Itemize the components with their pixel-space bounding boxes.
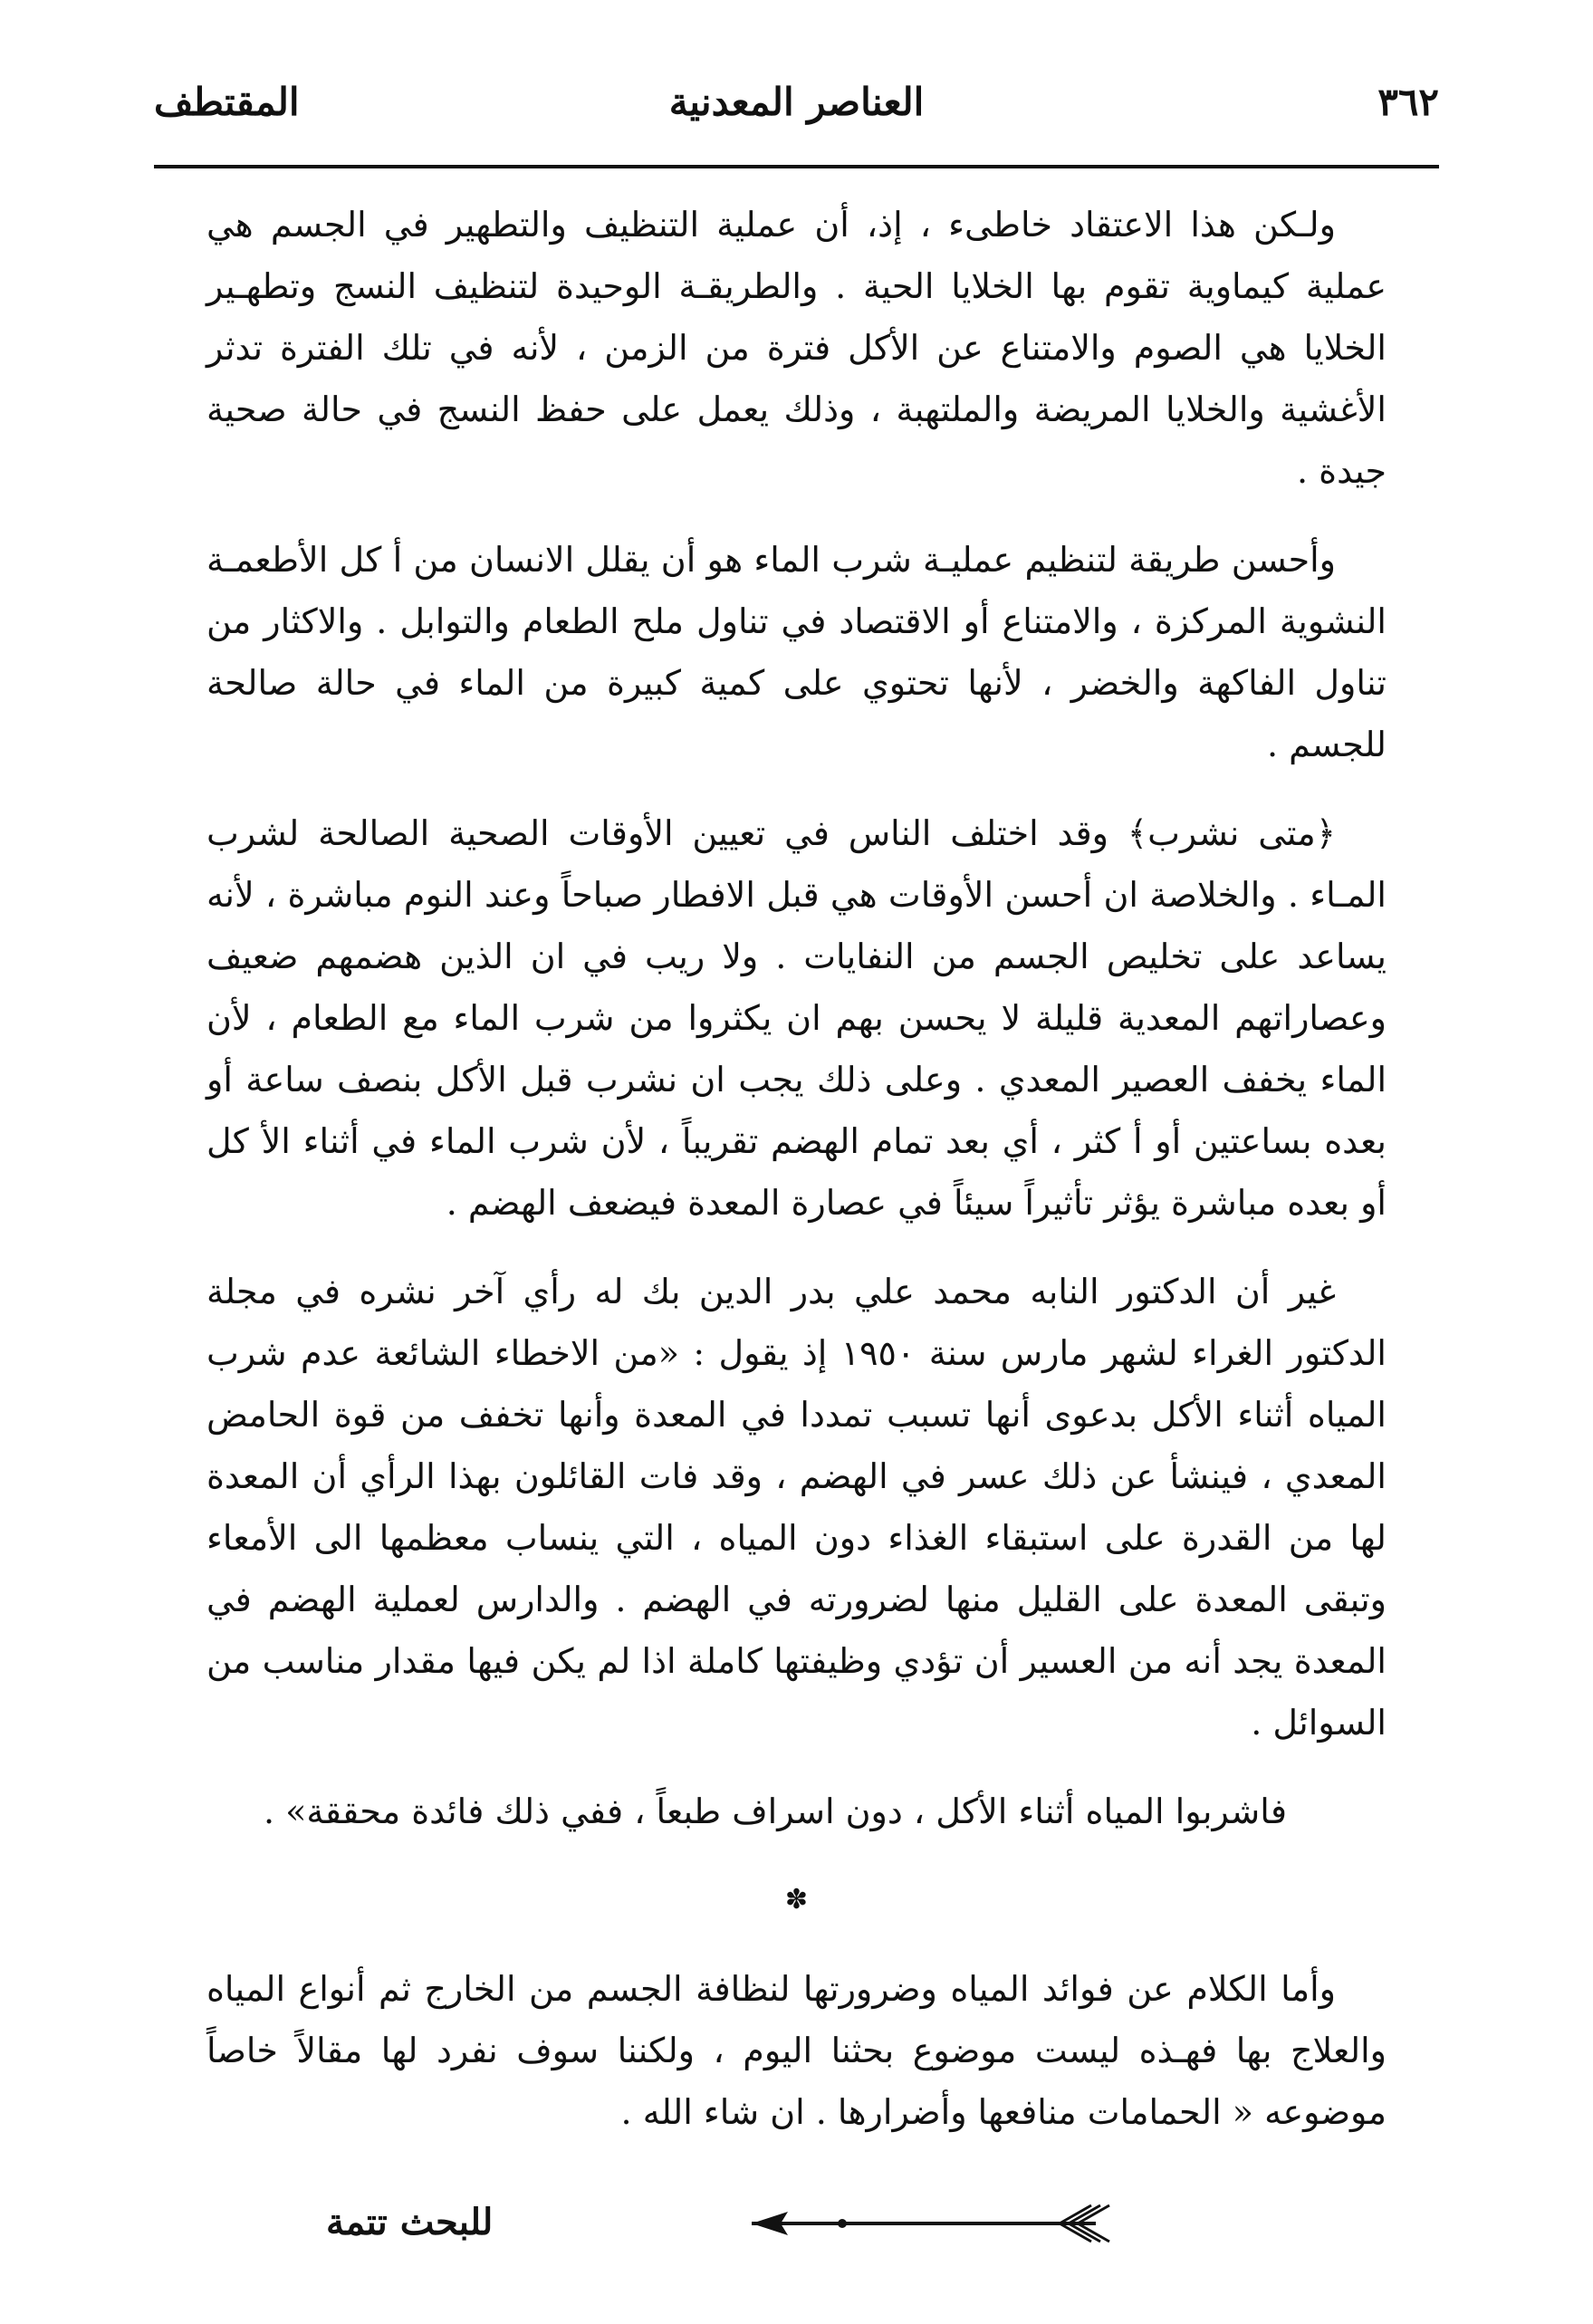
article-body — [206, 194, 1387, 2170]
page-header — [154, 80, 1439, 152]
paragraph-3: ﴿متى نشرب﴾ وقد اختلف الناس في تعيين الأوقات الصحية الصالحة لشرب المـاء . والخلاصة ان أحسن الأوقات هي قبل الافطار صباحاً وعند النوم مباشرة ، لأنه يساعد على تخليص الجسم من النفايات . ولا ريب في ان الذين هضمهم ضعيف وعصاراتهم المعدية قليلة لا يحسن بهم ان يكثروا من شرب الماء مع الطعام ، لأن الماء يخفف العصير المعدي . وعلى ذلك يجب ان نشرب قبل الأكل بنصف ساعة أو بعده بساعتين أو أ كثر ، أي بعد تمام الهضم تقريباً ، لأن شرب الماء في أثناء الأ كل أو بعده مباشرة يؤثر تأثيراً سيئاً في عصارة المعدة فيضعف الهضم . — [206, 813, 1387, 1223]
journal-name: المقتطف — [154, 80, 300, 124]
header-rule — [154, 165, 1439, 168]
section-ornament: ✽ — [784, 1884, 809, 1916]
paragraph-4: غير أن الدكتور النابه محمد علي بدر الدين بك له رأي آخر نشره في مجلة الدكتور الغراء لشهر مارس سنة ١٩٥٠ إذ يقول : «من الاخطاء الشائعة عدم شرب المياه أثناء الأكل بدعوى أنها تسبب تمددا في المعدة وأنها تخفف من قوة الحامض المعدي ، فينشأ عن ذلك عسر في الهضم ، وقد فات القائلون بهذا الرأي أن المعدة لها من القدرة على استبقاء الغذاء دون المياه ، التي ينساب معظمها الى الأمعاء وتبقى المعدة على القليل منها لضرورته في الهضم . والدارس لعملية الهضم في المعدة يجد أنه من العسير أن تؤدي وظيفتها كاملة اذا لم يكن فيها مقدار مناسب من السوائل . — [206, 1272, 1387, 1743]
continued-note: للبحث تتمة — [326, 2201, 494, 2243]
paragraph-1: ولـكن هذا الاعتقاد خاطىء ، إذ، أن عملية التنظيف والتطهير في الجسم هي عملية كيماوية تقوم بها الخلايا الحية . والطريقـة الوحيدة لتنظيف النسج وتطهـير الخلايا هي الصوم والامتناع عن الأكل فترة من الزمن ، لأنه في تلك الفترة تدثر الأغشية والخلايا المريضة والملتهبة ، وذلك يعمل على حفظ النسج في حالة صحية جيدة . — [206, 205, 1387, 491]
page-number: ٣٦٢ — [1377, 80, 1439, 124]
paragraph-2: وأحسن طريقة لتنظيم عمليـة شرب الماء هو أن يقلل الانسان من أ كل الأطعمـة النشوية المركزة ، والامتناع أو الاقتصاد في تناول ملح الطعام والتوابل . والاكثار من تناول الفاكهة والخضر ، لأنها تحتوي على كمية كبيرة من الماء في حالة صالحة للجسم . — [206, 540, 1387, 764]
section-title: العناصر المعدنية — [668, 80, 925, 124]
final-paragraph: وأما الكلام عن فوائد المياه وضرورتها لنظافة الجسم من الخارج ثم أنواع المياه والعلاج بها فهـذه ليست موضوع بحثنا اليوم ، ولكننا سوف نفرد لها مقالاً خاصاً موضوعه « الحمامات منافعها وأضرارها . ان شاء الله . — [206, 1969, 1387, 2132]
arrow-ornament-icon — [734, 2192, 1123, 2255]
page-footer — [154, 2192, 1439, 2273]
quote-closing: فاشربوا المياه أثناء الأكل ، دون اسراف طبعاً ، ففي ذلك فائدة محققة» . — [264, 1791, 1287, 1831]
